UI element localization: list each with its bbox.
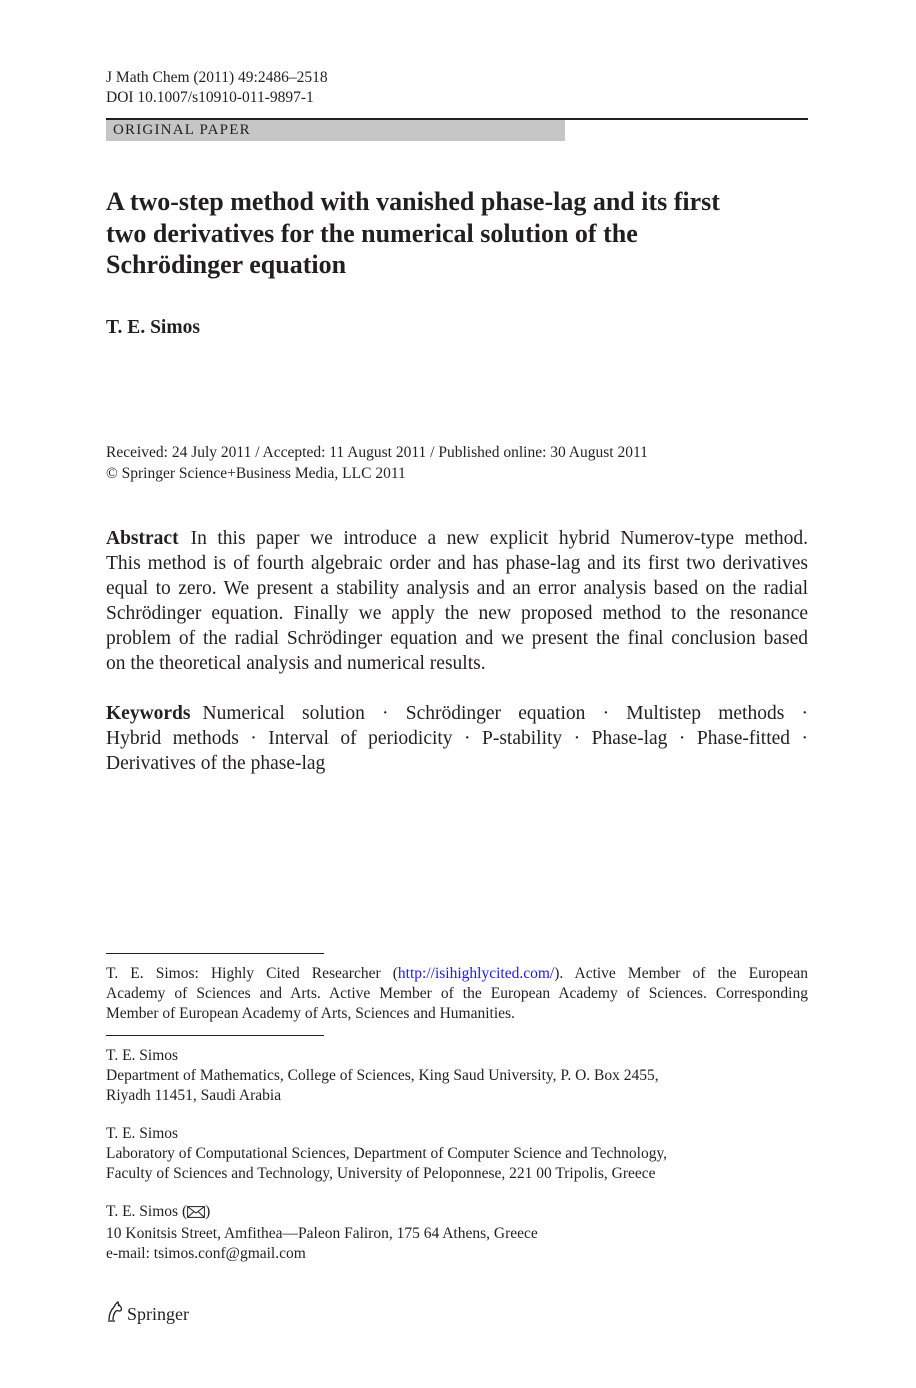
copyright-line: © Springer Science+Business Media, LLC 2011 <box>106 464 406 482</box>
abstract-line: problem of the radial Schrödinger equation and we present the final conclusion based <box>106 628 808 649</box>
abstract-text: In this paper we introduce a new explicit hybrid Numerov-type method. <box>190 528 808 549</box>
abstract-line: Schrödinger equation. Finally we apply the new proposed method to the resonance <box>106 603 808 624</box>
abstract-line: on the theoretical analysis and numerical results. <box>106 653 486 674</box>
publisher-name: Springer <box>127 1303 189 1324</box>
affiliation-corresponding <box>106 1202 808 1264</box>
affiliation-rule <box>106 1035 324 1036</box>
affiliation-line: Faculty of Sciences and Technology, University of Peloponnese, 221 00 Tripolis, Greece <box>106 1165 656 1182</box>
dates-line: Received: 24 July 2011 / Accepted: 11 August 2011 / Published online: 30 August 2011 <box>106 444 648 461</box>
keywords-line: Hybrid methods · Interval of periodicity · P-stability · Phase-lag · Phase-fitted · <box>106 728 808 749</box>
title-line: Schrödinger equation <box>106 250 347 279</box>
abstract-label: Abstract <box>106 528 179 549</box>
article-type: ORIGINAL PAPER <box>113 122 251 138</box>
keywords-text: Numerical solution · Schrödinger equation · Multistep methods · <box>202 703 808 724</box>
affiliation-name: T. E. Simos <box>106 1125 179 1142</box>
affiliation-line: 10 Konitsis Street, Amfithea—Paleon Faliron, 175 64 Athens, Greece <box>106 1225 538 1242</box>
publisher-logo <box>106 1300 189 1327</box>
footnote-rule <box>106 953 324 954</box>
abstract-line: equal to zero. We present a stability analysis and an error analysis based on the radial <box>106 578 808 599</box>
affiliation-name: T. E. Simos <box>106 1047 179 1064</box>
keywords-line <box>106 701 808 726</box>
footnote-suffix: ). Active Member of the European <box>554 965 809 982</box>
title-line: two derivatives for the numerical solution of the <box>106 218 638 248</box>
keywords-label: Keywords <box>106 703 191 724</box>
highly-cited-link[interactable]: http://isihighlycited.com/ <box>397 965 555 982</box>
affiliation-name-line: T. E. Simos ( ) <box>106 1202 808 1224</box>
footnote-line: Academy of Sciences and Arts. Active Member of the European Academy of Sciences. Corresponding <box>106 985 808 1002</box>
springer-horse-icon <box>106 1300 124 1327</box>
affiliation <box>106 1046 808 1106</box>
affiliation-line: Riyadh 11451, Saudi Arabia <box>106 1087 282 1104</box>
paper-title <box>106 186 806 281</box>
affiliation-email[interactable]: e-mail: tsimos.conf@gmail.com <box>106 1245 306 1262</box>
abstract-line <box>106 526 808 551</box>
envelope-icon[interactable] <box>187 1204 205 1224</box>
publication-dates <box>106 443 648 484</box>
affiliation-line: Department of Mathematics, College of Sciences, King Saud University, P. O. Box 2455, <box>106 1067 659 1084</box>
affiliation-line: Laboratory of Computational Sciences, Department of Computer Science and Technology, <box>106 1145 668 1162</box>
abstract-line: This method is of fourth algebraic order and has phase-lag and its first two derivatives <box>106 553 808 574</box>
footnote <box>106 964 808 1024</box>
title-line: A two-step method with vanished phase-lag and its first <box>106 187 720 216</box>
footnote-line: Member of European Academy of Arts, Sciences and Humanities. <box>106 1005 515 1022</box>
author-name: T. E. Simos <box>106 317 200 338</box>
footnote-line <box>106 964 808 984</box>
keywords-line: Derivatives of the phase-lag <box>106 753 326 774</box>
affiliation-name: T. E. Simos <box>106 1203 179 1220</box>
keywords <box>106 701 808 776</box>
footnote-prefix: T. E. Simos: Highly Cited Researcher ( <box>106 965 398 982</box>
abstract <box>106 526 808 676</box>
affiliation <box>106 1124 808 1184</box>
journal-citation: J Math Chem (2011) 49:2486–2518 <box>106 69 328 86</box>
journal-doi: DOI 10.1007/s10910-011-9897-1 <box>106 89 314 106</box>
journal-header <box>106 68 328 108</box>
